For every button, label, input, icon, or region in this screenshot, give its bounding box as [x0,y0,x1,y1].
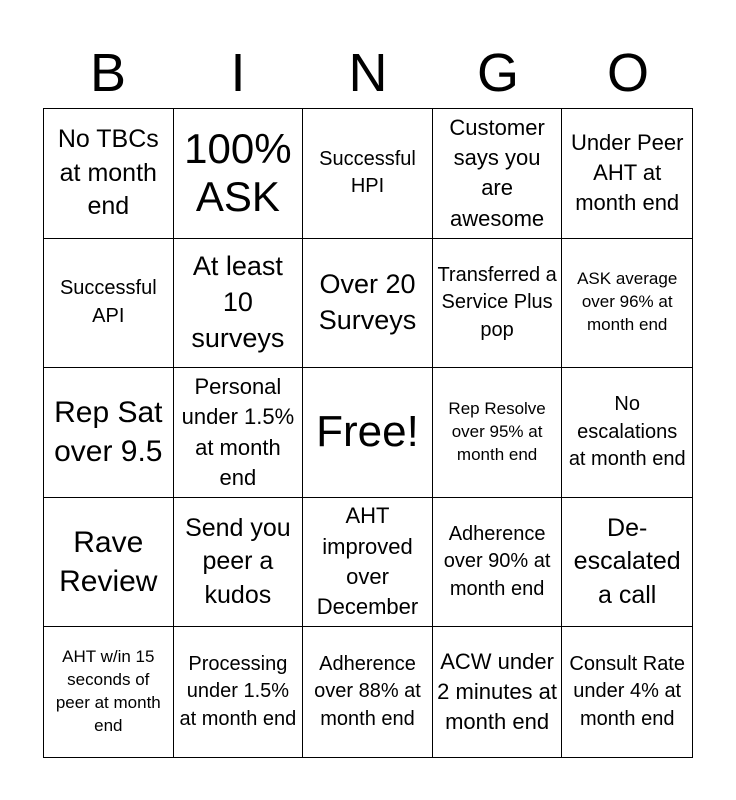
cell-text: Under Peer AHT at month end [570,129,684,216]
bingo-cell-r2-c1[interactable] [44,239,174,369]
cell-text: Successful API [59,277,157,327]
bingo-cell-r2-c3[interactable] [303,239,433,369]
header-letter-b: B [89,43,127,103]
bingo-header [43,38,693,108]
bingo-card [43,108,693,758]
bingo-cell-r1-c2[interactable] [174,109,304,239]
cell-text: ACW under 2 minutes at month end [437,648,558,735]
cell-text: Send you peer a kudos [185,514,291,609]
bingo-cell-r1-c4[interactable] [433,109,563,239]
bingo-cell-r4-c3[interactable] [303,498,433,628]
bingo-cell-r2-c2[interactable] [174,239,304,369]
cell-text: Rep Resolve over 95% at month end [448,399,546,464]
bingo-cell-r4-c4[interactable] [433,498,563,628]
cell-text: Free! [316,407,419,457]
bingo-cell-r5-c2[interactable] [174,627,304,757]
header-letter-g: G [476,43,519,103]
bingo-cell-r5-c3[interactable] [303,627,433,757]
cell-text: Rave Review [59,526,158,599]
cell-text: Successful HPI [319,147,416,198]
bingo-cell-r4-c5[interactable] [562,498,692,628]
bingo-cell-r1-c1[interactable] [44,109,174,239]
cell-text: 100% ASK [184,125,292,221]
cell-text: Adherence over 88% at month end [314,652,421,730]
bingo-cell-r3-c1[interactable] [44,368,174,498]
cell-text: No escalations at month end [568,393,686,471]
cell-text: Adherence over 90% at month end [443,522,551,600]
cell-text: Personal under 1.5% at month end [181,373,295,490]
bingo-cell-r5-c4[interactable] [433,627,563,757]
cell-text: Over 20 Surveys [318,268,417,335]
bingo-cell-r1-c5[interactable] [562,109,692,239]
bingo-cell-r2-c5[interactable] [562,239,692,369]
bingo-cell-r4-c1[interactable] [44,498,174,628]
bingo-cell-r3-c4[interactable] [433,368,563,498]
bingo-cell-r1-c3[interactable] [303,109,433,239]
cell-text: AHT improved over December [316,503,419,620]
cell-text: Transferred a Service Plus pop [437,263,557,341]
bingo-cell-free[interactable] [303,368,433,498]
header-letter-i: I [230,43,246,103]
cell-text: ASK average over 96% at month end [577,269,678,335]
header-letter-o: O [606,43,649,103]
cell-text: No TBCs at month end [57,125,159,220]
cell-text: Processing under 1.5% at month end [179,652,297,730]
header-letter-n: N [348,43,388,103]
cell-text: AHT w/in 15 seconds of peer at month end [55,647,161,736]
bingo-cell-r4-c2[interactable] [174,498,304,628]
bingo-cell-r2-c4[interactable] [433,239,563,369]
cell-text: De-escalated a call [573,514,681,609]
bingo-cell-r5-c5[interactable] [562,627,692,757]
cell-text: At least 10 surveys [191,251,285,353]
bingo-cell-r3-c2[interactable] [174,368,304,498]
cell-text: Consult Rate under 4% at month end [569,652,685,730]
cell-text: Customer says you are awesome [449,114,545,231]
cell-text: Rep Sat over 9.5 [54,396,163,469]
bingo-cell-r3-c5[interactable] [562,368,692,498]
bingo-cell-r5-c1[interactable] [44,627,174,757]
